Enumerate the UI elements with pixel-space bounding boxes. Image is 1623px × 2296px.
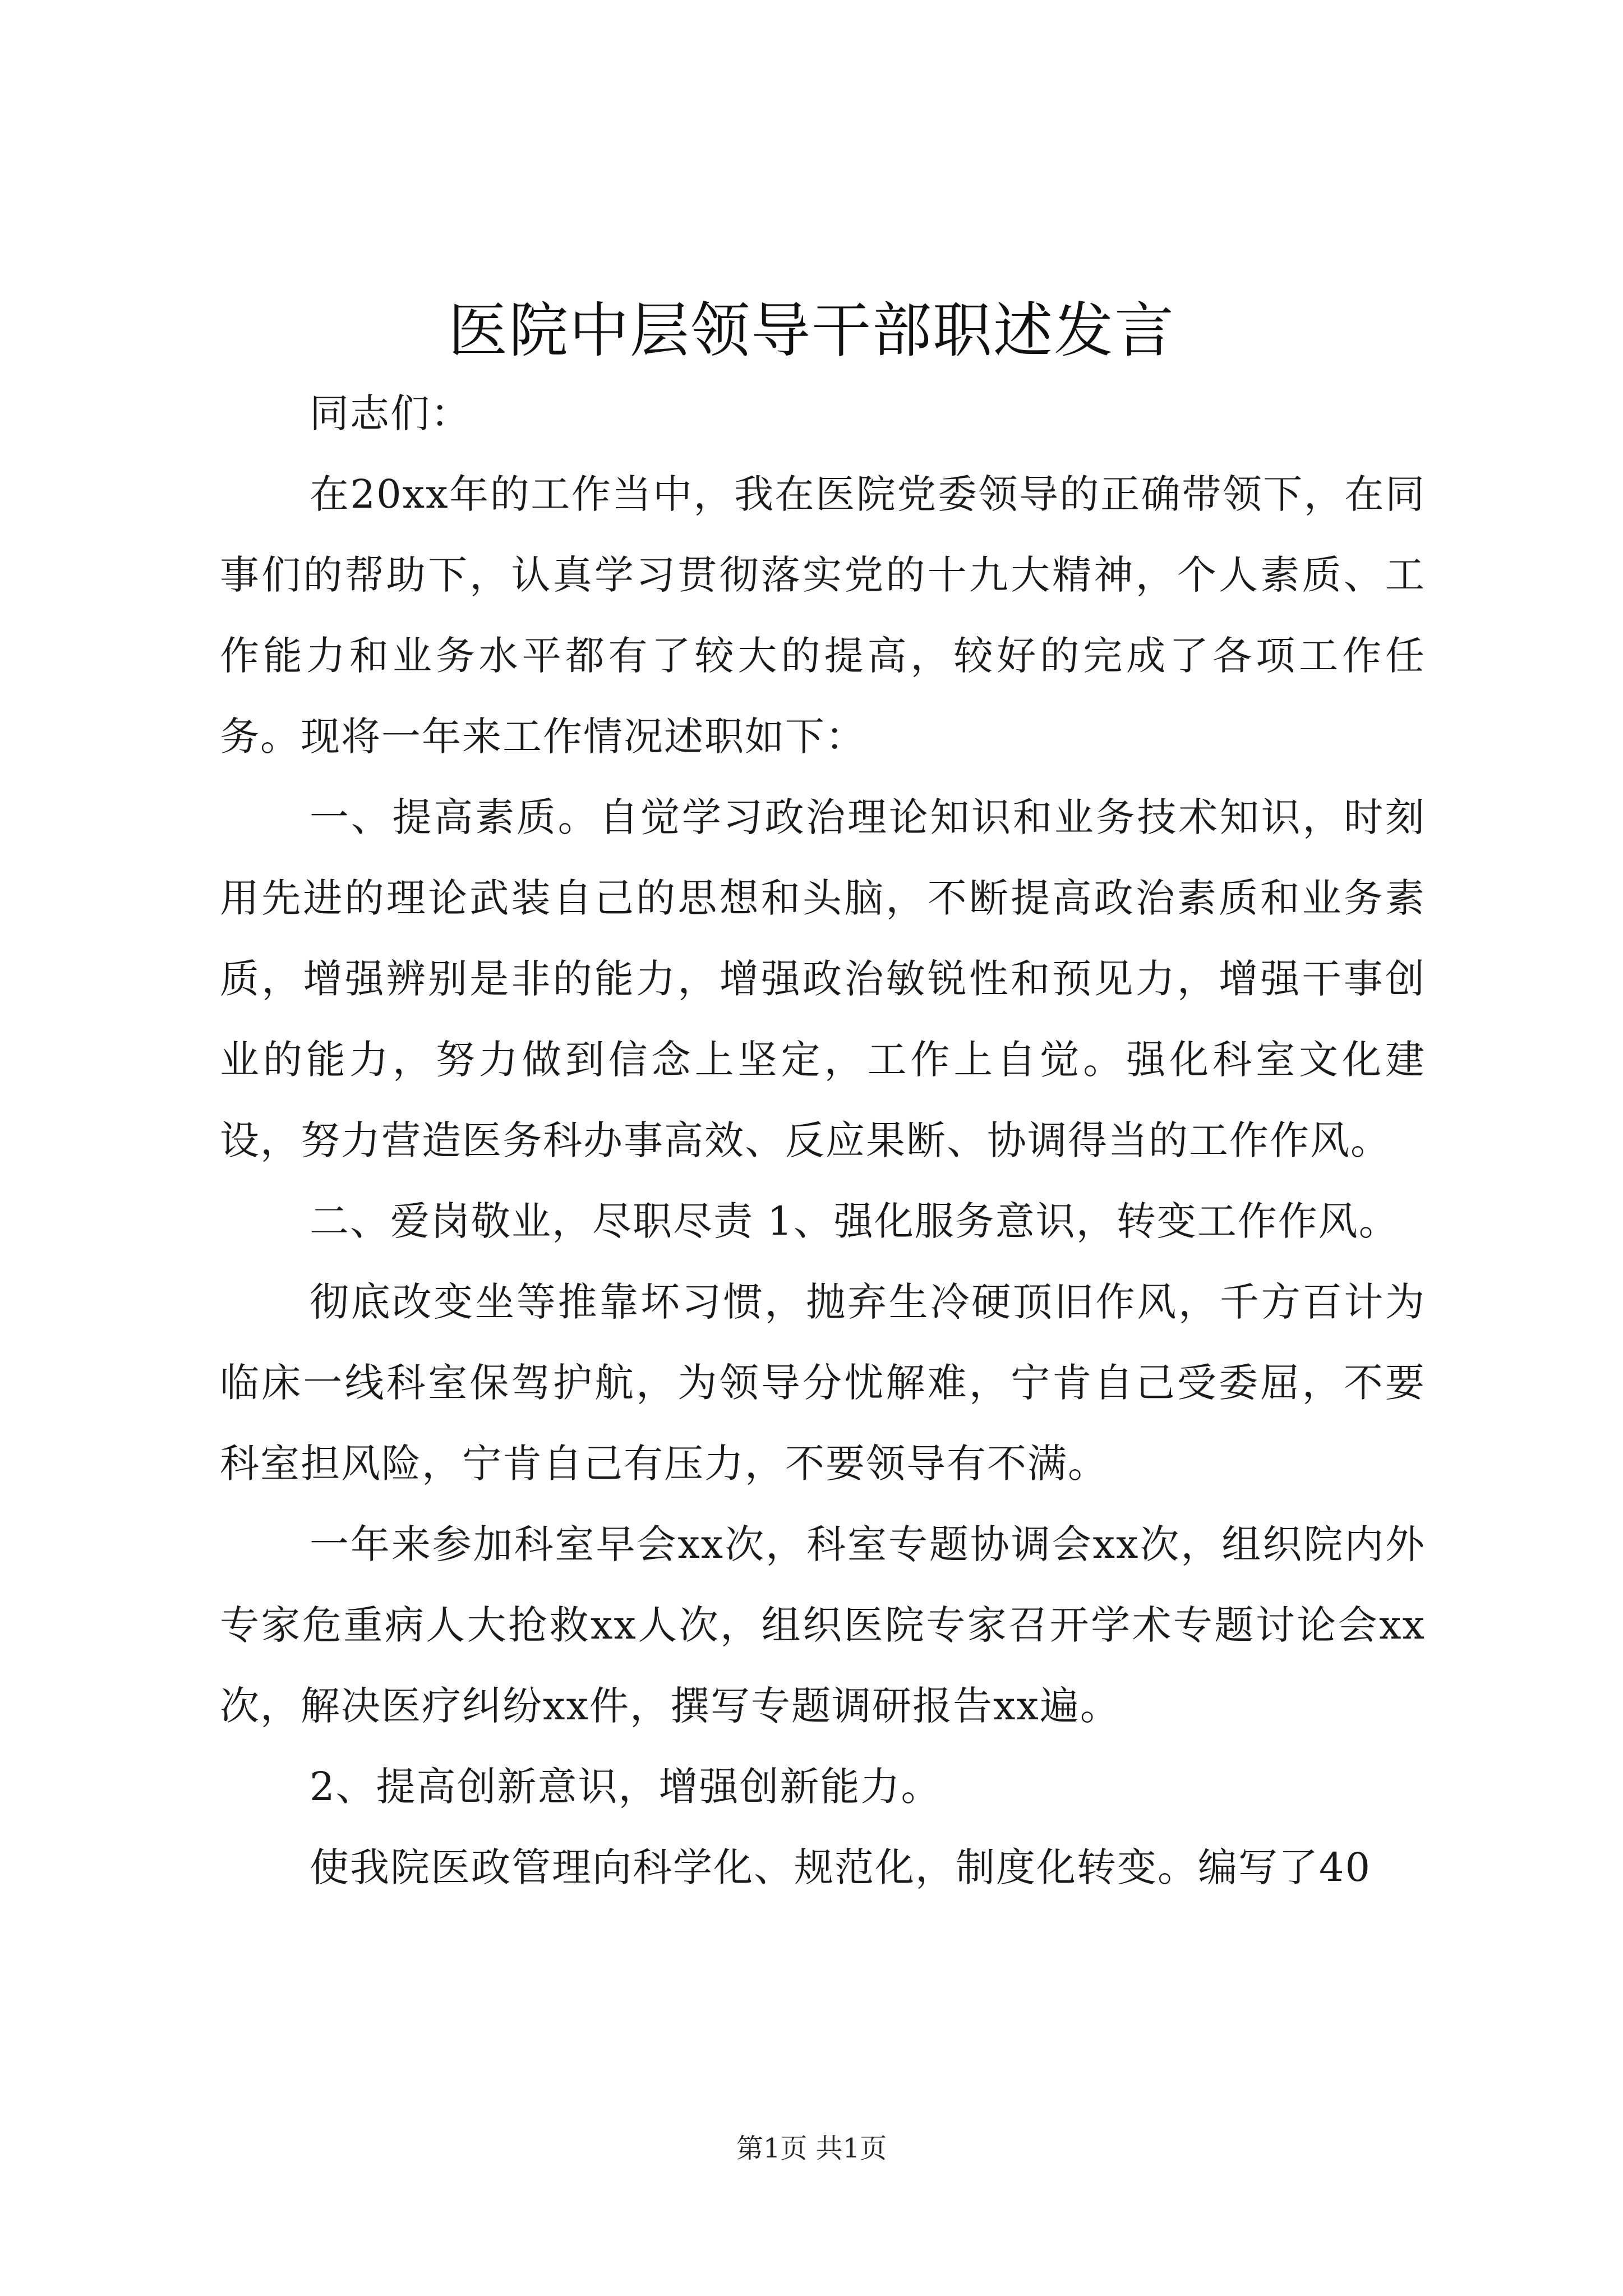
document-body	[220, 373, 1426, 1908]
paragraph-section-1: 一、提高素质。自觉学习政治理论知识和业务技术知识，时刻用先进的理论武装自己的思想和头脑，不断提高政治素质和业务素质，增强辨别是非的能力，增强政治敏锐性和预见力，增强干事创业的能力，努力做到信念上坚定，工作上自觉。强化科室文化建设，努力营造医务科办事高效、反应果断、协调得当的工作作风。	[220, 794, 1426, 1163]
paragraph-service-attitude: 彻底改变坐等推靠坏习惯，抛弃生冷硬顶旧作风，千方百计为临床一线科室保驾护航，为领导分忧解难，宁肯自己受委屈，不要科室担风险，宁肯自己有压力，不要领导有不满。	[220, 1279, 1426, 1487]
page-footer: 第1页 共1页	[736, 2133, 887, 2164]
salutation: 同志们：	[310, 390, 471, 436]
paragraph-section-2-heading: 二、爱岗敬业，尽职尽责 1、强化服务意识，转变工作作风。	[310, 1198, 1399, 1244]
paragraph-work-statistics: 一年来参加科室早会xx次，科室专题协调会xx次，组织院内外专家危重病人大抢救xx人次，组织医院专家召开学术专题讨论会xx次，解决医疗纠纷xx件，撰写专题调研报告xx遍。	[220, 1521, 1426, 1729]
paragraph-management: 使我院医政管理向科学化、规范化，制度化转变。编写了40	[310, 1844, 1372, 1890]
document-title: 医院中层领导干部职述发言	[448, 296, 1175, 365]
paragraph-innovation-heading: 2、提高创新意识，增强创新能力。	[310, 1764, 942, 1810]
paragraph-intro: 在20xx年的工作当中，我在医院党委领导的正确带领下，在同事们的帮助下，认真学习贯彻落实党的十九大精神，个人素质、工作能力和业务水平都有了较大的提高，较好的完成了各项工作任务。现将一年来工作情况述职如下：	[220, 471, 1426, 760]
